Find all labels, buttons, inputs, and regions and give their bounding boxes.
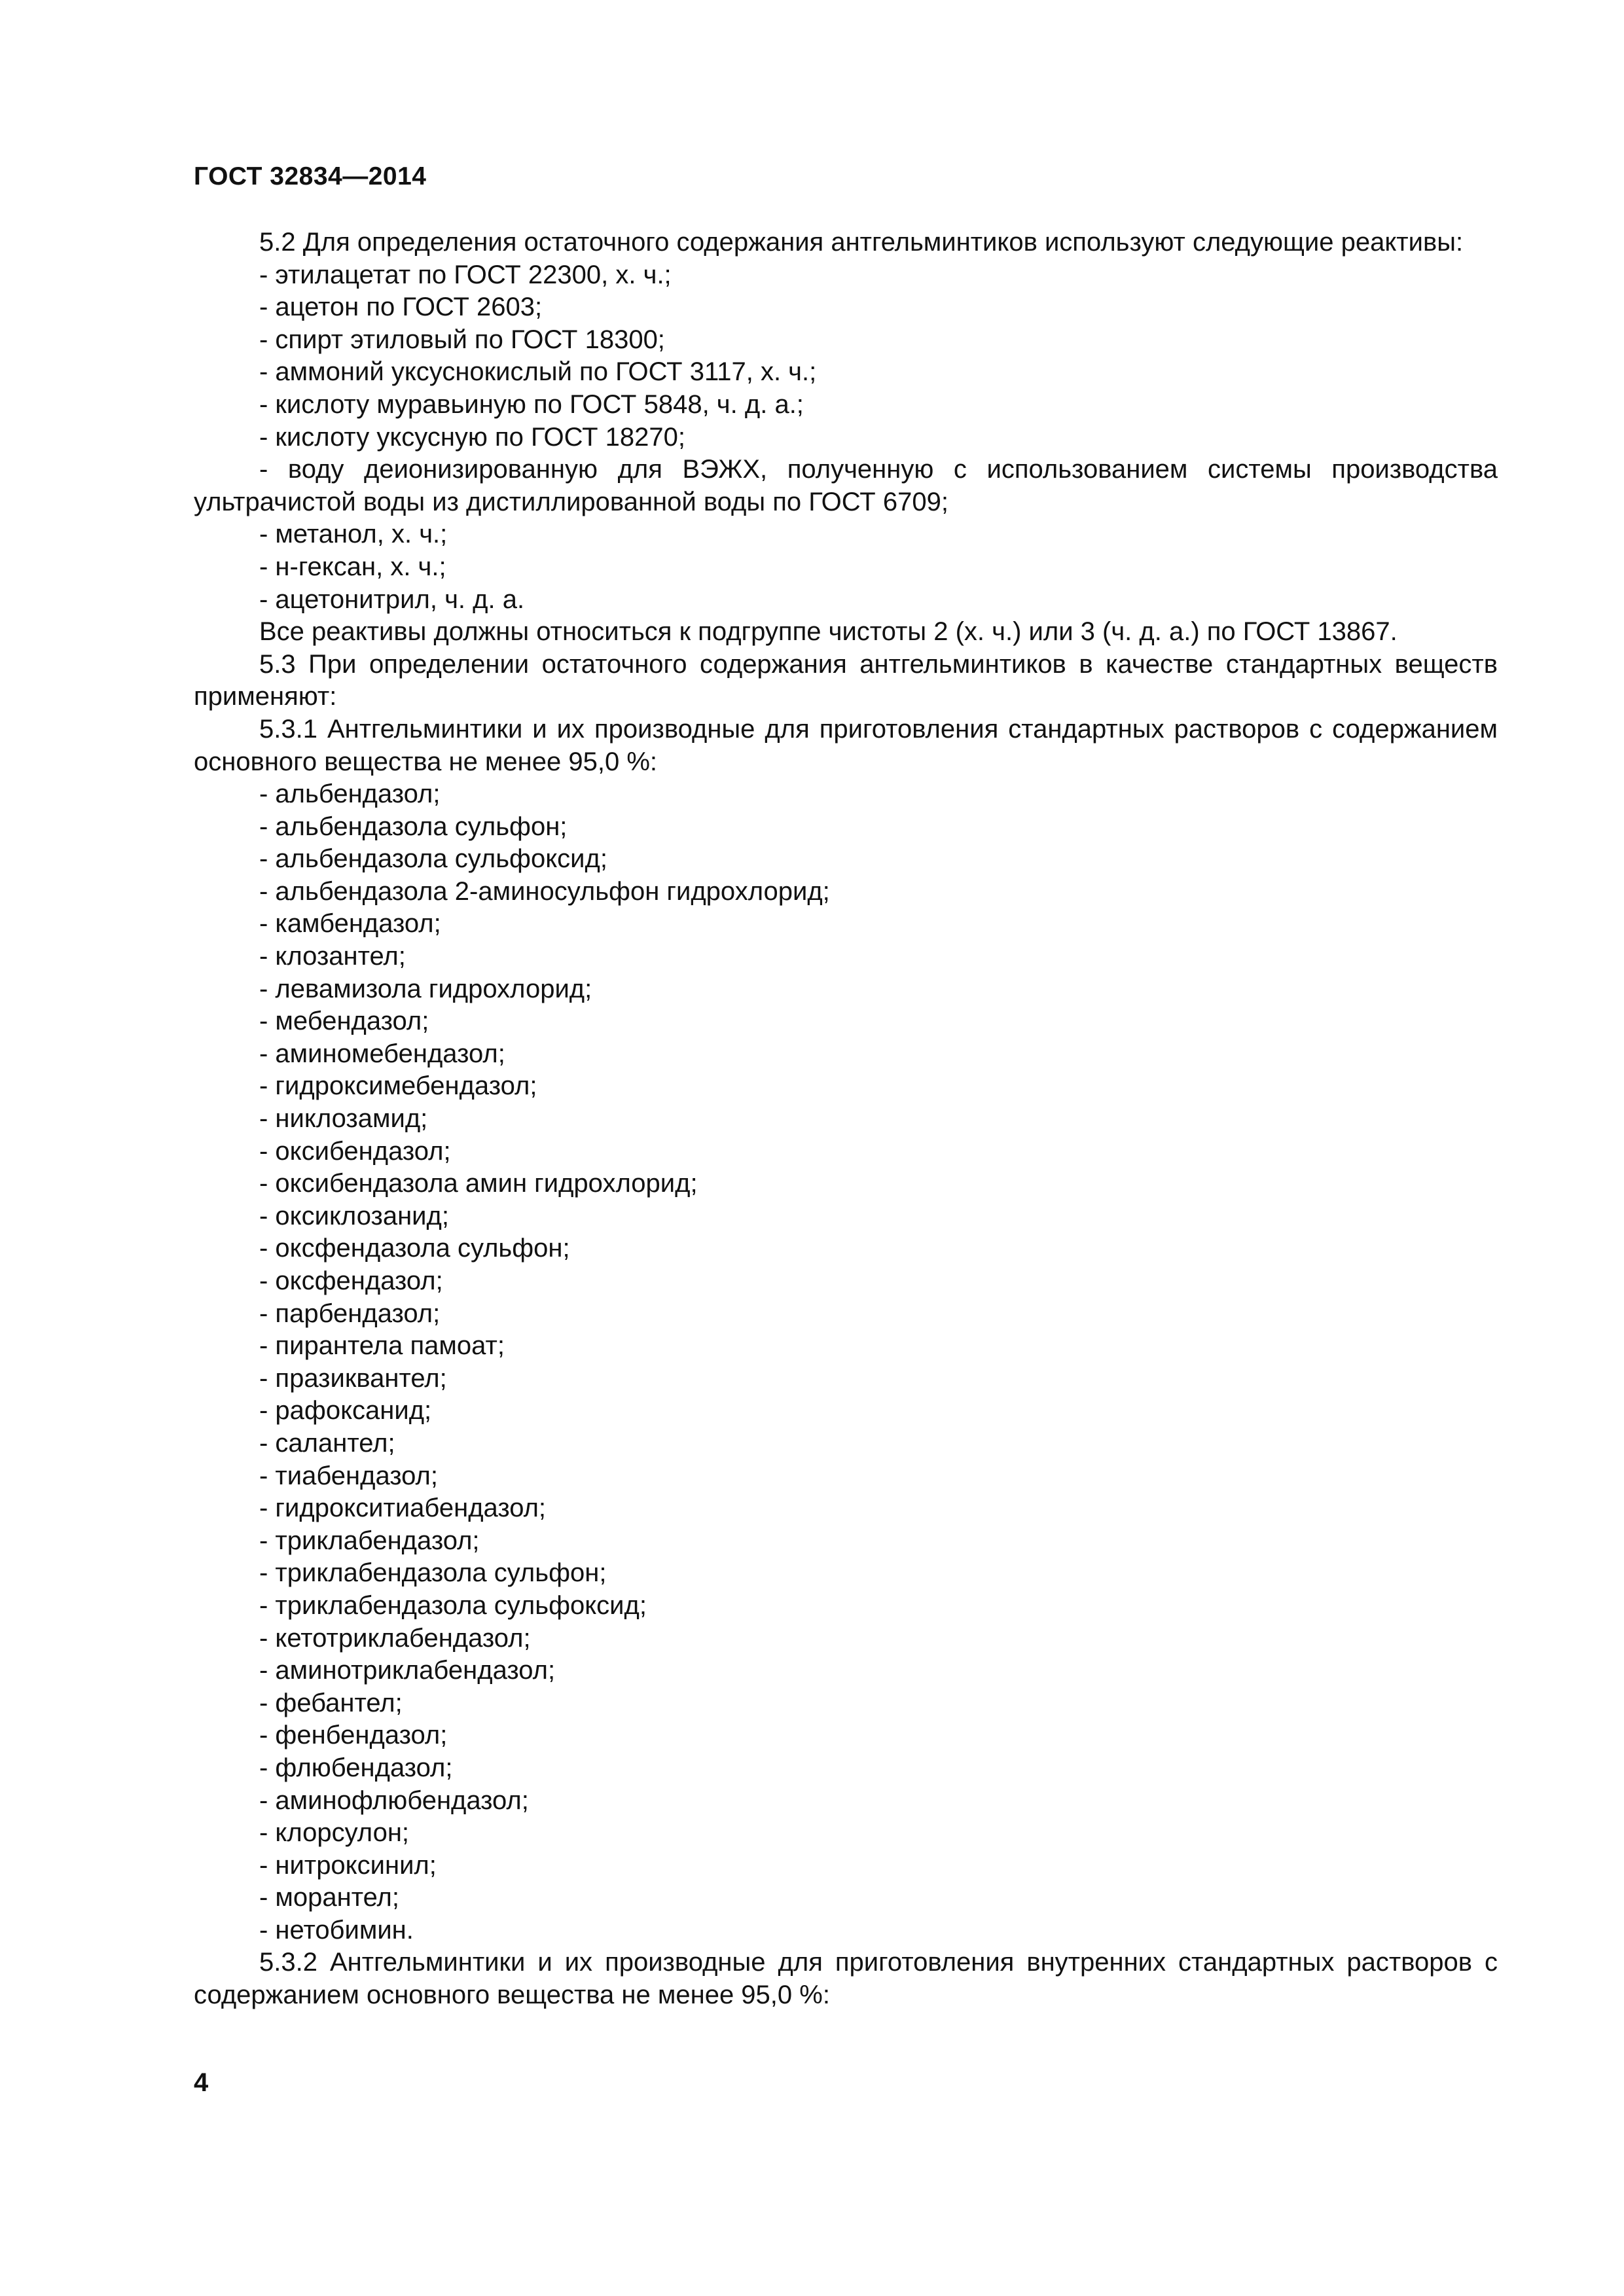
- substance-item: - гидрокситиабендазол;: [259, 1494, 547, 1523]
- reagent-item: - метанол, х. ч.;: [259, 520, 448, 549]
- substance-item: - аминофлюбендазол;: [259, 1785, 529, 1815]
- substance-item: - гидроксимебендазол;: [259, 1071, 537, 1101]
- substance-item: - оксиклозанид;: [259, 1201, 449, 1230]
- purity-note: Все реактивы должны относиться к подгруппе чистоты 2 (х. ч.) или 3 (ч. д. а.) по ГОСТ 13867.: [259, 617, 1398, 647]
- reagent-item: - ацетонитрил, ч. д. а.: [259, 584, 525, 614]
- substance-item: - камбендазол;: [259, 909, 441, 939]
- paragraph-5-3-2: 5.3.2 Антгельминтики и их производные для приготовления внутренних стандартных растворов с содержанием основного вещества не менее 95,0 %:: [194, 1948, 1498, 2010]
- substance-item: - мебендазол;: [259, 1007, 429, 1036]
- substance-item: - аминомебендазол;: [259, 1039, 505, 1068]
- substance-item: - флюбендазол;: [259, 1753, 453, 1782]
- substance-item: - салантел;: [259, 1428, 395, 1458]
- substance-item: - аминотриклабендазол;: [259, 1656, 556, 1685]
- substance-item: - триклабендазола сульфоксид;: [259, 1590, 647, 1620]
- substance-item: - фенбендазол;: [259, 1721, 448, 1750]
- substance-item: - кетотриклабендазол;: [259, 1623, 531, 1653]
- reagent-item: - ацетон по ГОСТ 2603;: [259, 293, 543, 322]
- substance-item: - оксибендазола амин гидрохлорид;: [259, 1169, 698, 1198]
- substance-item: - пирантела памоат;: [259, 1331, 505, 1361]
- substance-item: - левамизола гидрохлорид;: [259, 974, 592, 1003]
- substance-item: - триклабендазола сульфон;: [259, 1558, 607, 1588]
- substance-item: - альбендазола сульфоксид;: [259, 844, 607, 874]
- substance-item: - альбендазол;: [259, 780, 441, 809]
- substance-item: - оксфендазол;: [259, 1266, 443, 1295]
- substance-item: - празиквантел;: [259, 1363, 447, 1393]
- substance-item: - триклабендазол;: [259, 1526, 480, 1555]
- reagent-item-water: - воду деионизированную для ВЭЖХ, полученную с использованием системы производства ультрачистой воды из дистиллированной воды по ГОСТ 6709;: [194, 455, 1498, 516]
- substance-item: - клорсулон;: [259, 1818, 410, 1848]
- substance-item: - оксфендазола сульфон;: [259, 1234, 570, 1263]
- substance-item: - оксибендазол;: [259, 1136, 451, 1166]
- substance-item: - никлозамид;: [259, 1104, 428, 1134]
- standard-substances-list: [194, 778, 1498, 1946]
- substance-item: - альбендазола сульфон;: [259, 812, 568, 841]
- reagent-item: - кислоту уксусную по ГОСТ 18270;: [259, 422, 686, 452]
- substance-item: - фебантел;: [259, 1688, 403, 1717]
- substance-item: - морантел;: [259, 1883, 400, 1912]
- substance-item: - тиабендазол;: [259, 1461, 438, 1490]
- paragraph-5-2: 5.2 Для определения остаточного содержания антгельминтиков используют следующие реактивы:: [259, 228, 1464, 257]
- paragraph-5-3-1: 5.3.1 Антгельминтики и их производные для приготовления стандартных растворов с содержанием основного вещества не менее 95,0 %:: [194, 714, 1498, 776]
- page-number: 4: [194, 2068, 209, 2097]
- document-header: ГОСТ 32834—2014: [194, 162, 427, 190]
- substance-item: - нетобимин.: [259, 1915, 414, 1945]
- substance-item: - альбендазола 2-аминосульфон гидрохлорид;: [259, 876, 830, 906]
- reagent-item: - этилацетат по ГОСТ 22300, х. ч.;: [259, 260, 672, 289]
- substance-item: - нитроксинил;: [259, 1850, 437, 1880]
- paragraph-5-3: 5.3 При определении остаточного содержания антгельминтиков в качестве стандартных веществ применяют:: [194, 649, 1498, 711]
- substance-item: - клозантел;: [259, 942, 406, 971]
- reagent-item: - кислоту муравьиную по ГОСТ 5848, ч. д. а.;: [259, 389, 804, 419]
- reagent-item: - н-гексан, х. ч.;: [259, 552, 446, 581]
- substance-item: - рафоксанид;: [259, 1396, 432, 1426]
- reagent-item: - спирт этиловый по ГОСТ 18300;: [259, 325, 665, 354]
- reagent-item: - аммоний уксуснокислый по ГОСТ 3117, х. ч.;: [259, 357, 817, 387]
- document-body: [194, 226, 1498, 2012]
- substance-item: - парбендазол;: [259, 1299, 441, 1328]
